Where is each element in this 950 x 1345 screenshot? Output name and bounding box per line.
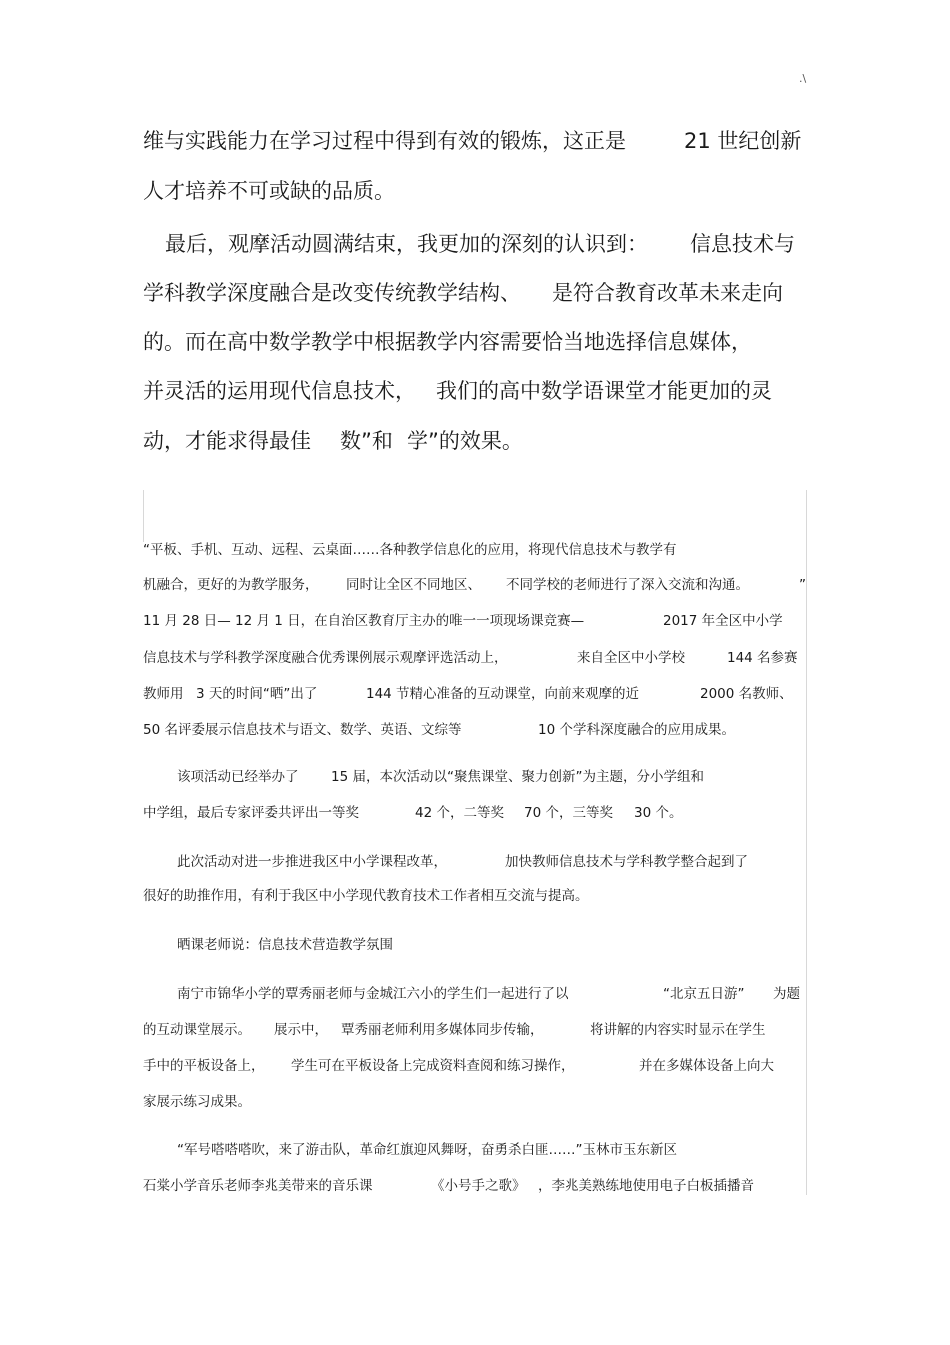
text-segment: 将讲解的内容实时显示在学生: [590, 1022, 766, 1038]
text-segment: 晒课老师说：信息技术营造教学氛围: [177, 937, 393, 953]
text-segment: 70 个，三等奖: [524, 805, 613, 821]
text-segment: 石棠小学音乐老师李兆美带来的音乐课: [143, 1178, 373, 1194]
text-segment: 很好的助推作用，有利于我区中小学现代教育技术工作者相互交流与提高。: [143, 888, 589, 904]
text-segment: 加快教师信息技术与学科教学整合起到了: [505, 854, 748, 870]
text-segment: ”: [799, 577, 806, 593]
text-segment: 21 世纪创新: [684, 129, 802, 153]
text-segment: “北京五日游”: [663, 986, 745, 1002]
text-segment: 教师用: [143, 686, 184, 702]
text-segment: 覃秀丽老师利用多媒体同步传输，: [341, 1022, 544, 1038]
text-segment: 为题: [773, 986, 800, 1002]
text-segment: 我们的高中数学语课堂才能更加的灵: [436, 379, 772, 403]
text-segment: 并在多媒体设备上向大: [639, 1058, 774, 1074]
text-segment: 不同学校的老师进行了深入交流和沟通。: [506, 577, 749, 593]
text-segment: 学”的效果。: [407, 429, 523, 453]
text-segment: 并灵活的运用现代信息技术，: [143, 379, 416, 403]
page-corner-mark: .\: [799, 72, 807, 85]
text-segment: 同时让全区不同地区、: [346, 577, 481, 593]
text-segment: 《小号手之歌》: [431, 1178, 526, 1194]
text-segment: 维与实践能力在学习过程中得到有效的锻炼，这正是: [143, 129, 626, 153]
frame-right-edge: [806, 490, 807, 1195]
text-segment: 的互动课堂展示。: [143, 1022, 251, 1038]
frame-left-edge: [143, 490, 144, 542]
text-segment: 3 天的时间“晒”出了: [196, 686, 318, 702]
text-segment: 15 届，本次活动以“聚焦课堂、聚力创新”为主题，分小学组和: [331, 769, 704, 785]
text-segment: 信息技术与: [690, 232, 795, 256]
text-segment: 此次活动对进一步推进我区中小学课程改革，: [177, 854, 447, 870]
text-segment: “军号嗒嗒嗒吹，来了游击队，革命红旗迎风舞呀，奋勇杀白匪……”玉林市玉东新区: [177, 1142, 677, 1158]
text-segment: 最后，观摩活动圆满结束，我更加的深刻的认识到：: [165, 232, 648, 256]
text-segment: 30 个。: [634, 805, 683, 821]
text-segment: 学科教学深度融合是改变传统教学结构、: [143, 281, 521, 305]
text-segment: 人才培养不可或缺的品质。: [143, 179, 395, 203]
text-segment: 144 节精心准备的互动课堂，向前来观摩的近: [366, 686, 640, 702]
text-segment: 来自全区中小学校: [577, 650, 685, 666]
text-segment: 学生可在平板设备上完成资料查阅和练习操作，: [291, 1058, 575, 1074]
text-segment: 该项活动已经举办了: [177, 769, 299, 785]
text-segment: ，李兆美熟练地使用电子白板插播音: [538, 1178, 754, 1194]
text-segment: 展示中，: [274, 1022, 328, 1038]
text-segment: 的。而在高中数学教学中根据教学内容需要恰当地选择信息媒体，: [143, 330, 752, 354]
text-segment: 动，才能求得最佳: [143, 429, 311, 453]
text-segment: 10 个学科深度融合的应用成果。: [538, 722, 735, 738]
text-segment: 机融合，更好的为教学服务，: [143, 577, 319, 593]
text-segment: 2000 名教师、: [700, 686, 793, 702]
text-segment: 144 名参赛: [727, 650, 798, 666]
text-segment: 手中的平板设备上，: [143, 1058, 265, 1074]
text-segment: 数”和: [340, 429, 393, 453]
text-segment: 11 月 28 日— 12 月 1 日，在自治区教育厅主办的唯一一项现场课竞赛—: [143, 613, 585, 629]
text-segment: 家展示练习成果。: [143, 1094, 251, 1110]
text-segment: 50 名评委展示信息技术与语文、数学、英语、文综等: [143, 722, 462, 738]
text-segment: 2017 年全区中小学: [663, 613, 783, 629]
text-segment: 42 个，二等奖: [415, 805, 504, 821]
text-segment: 中学组，最后专家评委共评出一等奖: [143, 805, 359, 821]
text-segment: 是符合教育改革未来走向: [552, 281, 783, 305]
text-segment: 南宁市锦华小学的覃秀丽老师与金城江六小的学生们一起进行了以: [177, 986, 569, 1002]
text-segment: “平板、手机、互动、远程、云桌面……各种教学信息化的应用，将现代信息技术与教学有: [143, 542, 677, 558]
text-segment: 信息技术与学科教学深度融合优秀课例展示观摩评选活动上，: [143, 650, 508, 666]
